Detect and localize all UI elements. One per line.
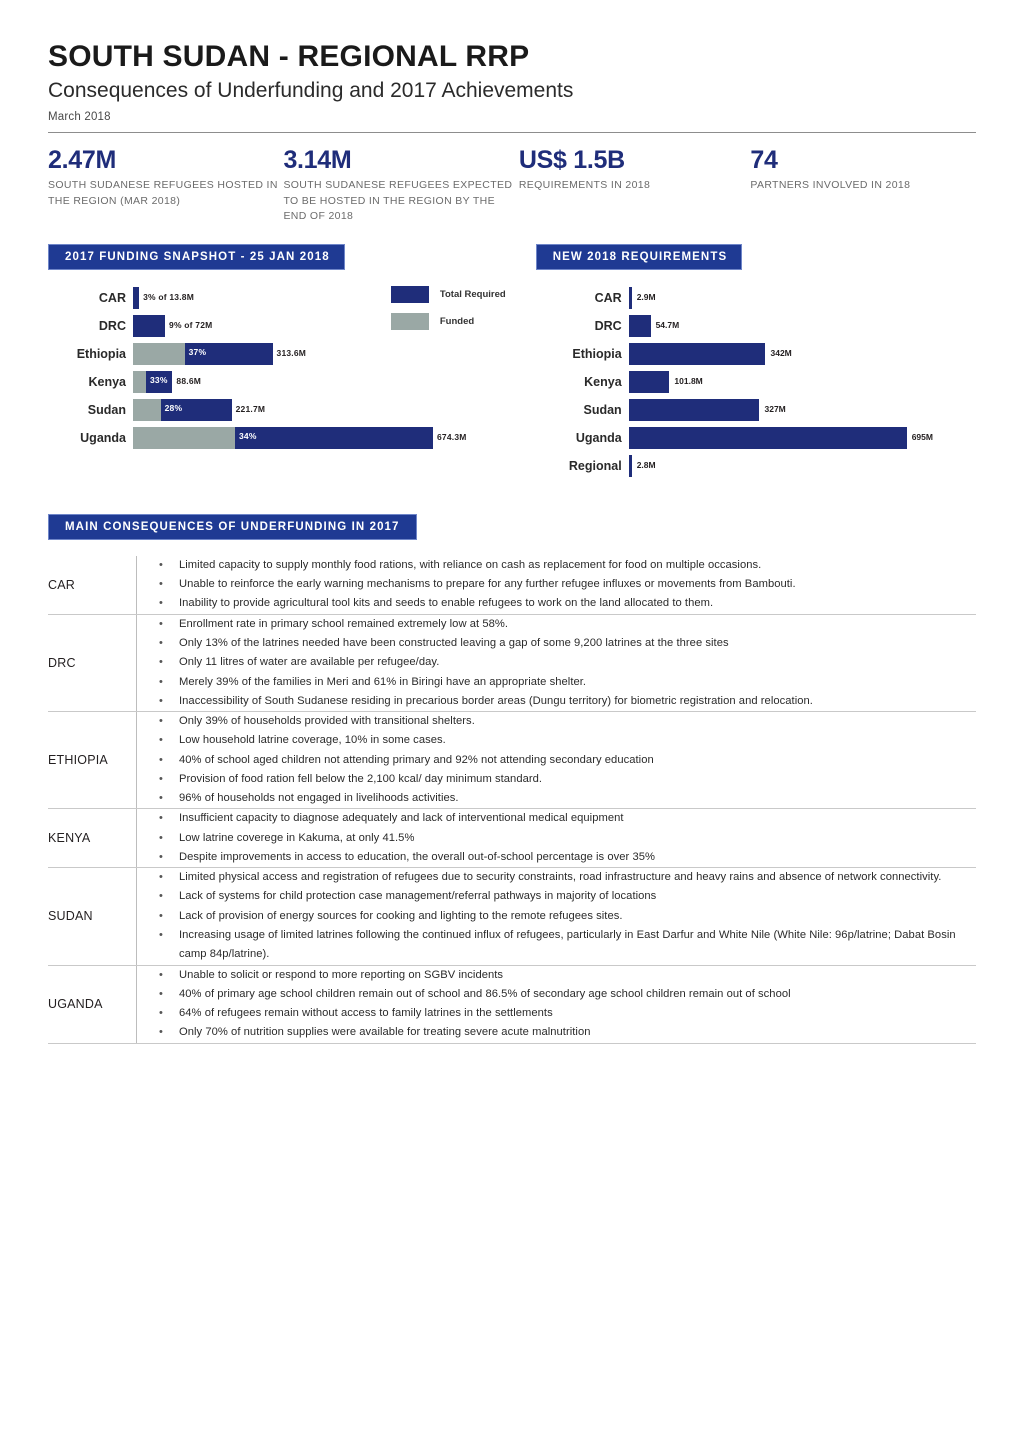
consequences-list (137, 615, 976, 711)
table-row (48, 965, 976, 1043)
requirements-bar-row (536, 312, 976, 340)
bar-total-required (133, 287, 139, 309)
requirements-bar-row (536, 340, 976, 368)
list-item: • Limited physical access and registration of refugees due to security constraints, road infrastructure and heavy rains and absence of network connectivity. (137, 868, 976, 887)
bar-percent-label: 34% (239, 430, 257, 441)
requirements-bar-row (536, 396, 976, 424)
kpi-refugees-hosted (48, 147, 283, 224)
funding-bar-track (133, 287, 512, 309)
kpi-number: US$ 1.5B (518, 145, 625, 174)
legend-label: Total Required (439, 288, 506, 300)
list-item: • Inability to provide agricultural tool kits and seeds to enable refugees to work on the land allocated to them. (137, 594, 976, 613)
list-item: • 40% of school aged children not attending primary and 92% not attending secondary education (137, 751, 976, 770)
list-item: • Insufficient capacity to diagnose adequately and lack of interventional medical equipment (137, 809, 976, 828)
list-item: • Inaccessibility of South Sudanese residing in precarious border areas (Dungu territory) for biometric registration and relocation. (137, 692, 976, 711)
new-requirements-chart (512, 244, 976, 480)
bar-funded (133, 399, 161, 421)
funding-bar-track (133, 315, 512, 337)
bar-funded (133, 427, 235, 449)
new-requirements-title: NEW 2018 REQUIREMENTS (536, 244, 743, 270)
consequences-list (137, 556, 976, 614)
bar-requirement (629, 427, 907, 449)
funding-bar-track (133, 371, 512, 393)
list-item: • Merely 39% of the families in Meri and 61% in Biringi have an appropriate shelter. (137, 673, 976, 692)
funding-bar-track (133, 399, 512, 421)
bar-funded (133, 371, 146, 393)
bar-value-label: 2.9M (636, 291, 656, 302)
kpi-number: 74 (750, 145, 778, 174)
bar-value-label: 2.8M (636, 459, 656, 470)
consequences-cell (137, 556, 977, 614)
requirements-bar-track (629, 455, 976, 477)
bar-percent-label: 37% (188, 346, 207, 357)
funding-bar-track (133, 427, 512, 449)
funding-bar-label: Kenya (88, 374, 126, 389)
list-item: • 96% of households not engaged in livelihoods activities. (137, 789, 976, 808)
bar-value-label: 9% of 72M (169, 319, 213, 330)
page-subtitle: Consequences of Underfunding and 2017 Achievements (48, 78, 574, 102)
bar-funded (133, 343, 185, 365)
bar-value-label: 695M (911, 431, 933, 442)
bar-value-label: 313.6M (276, 347, 307, 358)
funding-bar-track (133, 343, 512, 365)
requirements-bar-label: Sudan (583, 402, 622, 417)
funding-snapshot-chart (48, 244, 512, 480)
consequences-section (0, 480, 1024, 1044)
bar-value-label: 674.3M (437, 431, 467, 442)
consequences-cell (137, 809, 977, 868)
list-item: • Only 70% of nutrition supplies were available for treating severe acute malnutrition (137, 1023, 976, 1042)
funding-snapshot-plot (48, 284, 512, 452)
bar-requirement (629, 343, 766, 365)
list-item: • Only 13% of the latrines needed have been constructed leaving a gap of some 9,200 latrines at the three sites (137, 634, 976, 653)
consequences-cell (137, 712, 977, 809)
country-cell: ETHIOPIA (48, 712, 137, 809)
bar-value-label: 342M (770, 347, 792, 358)
kpi-caption: REQUIREMENTS IN 2018 (518, 179, 651, 192)
country-cell: DRC (48, 614, 137, 711)
funding-bar-row (48, 424, 512, 452)
requirements-bar-row (536, 368, 976, 396)
funding-bar-label: Sudan (87, 402, 126, 417)
consequences-list (137, 868, 976, 964)
consequences-list (137, 712, 976, 808)
bar-requirement (629, 399, 760, 421)
funding-bar-label: Uganda (80, 430, 126, 445)
requirements-bar-track (629, 399, 976, 421)
bar-requirement (629, 371, 670, 393)
requirements-bar-track (629, 287, 976, 309)
funding-bar-row (48, 396, 512, 424)
bar-value-label: 327M (764, 403, 786, 414)
requirements-bar-label: Regional (568, 458, 622, 473)
list-item: • Despite improvements in access to education, the overall out-of-school percentage is over 35% (137, 848, 976, 867)
document-header (0, 0, 1024, 123)
bar-value-label: 88.6M (176, 375, 202, 386)
list-item: • Unable to solicit or respond to more reporting on SGBV incidents (137, 966, 976, 985)
requirements-bar-row (536, 284, 976, 312)
key-figures (0, 133, 1024, 224)
list-item: • Limited capacity to supply monthly food rations, with reliance on cash as replacement for food on multiple occasions. (137, 556, 976, 575)
kpi-refugees-expected (283, 147, 518, 224)
bar-value-label: 3% of 13.8M (143, 291, 194, 302)
bar-percent-label: 28% (164, 402, 183, 413)
kpi-caption: SOUTH SUDANESE REFUGEES HOSTED IN THE REGION (MAR 2018) (48, 179, 278, 207)
table-row (48, 712, 976, 809)
bar-requirement (629, 287, 632, 309)
requirements-bar-track (629, 427, 976, 449)
funding-snapshot-title: 2017 FUNDING SNAPSHOT - 25 JAN 2018 (48, 244, 345, 270)
funding-bar-row (48, 284, 512, 312)
funding-bar-label: CAR (98, 290, 126, 305)
consequences-list (137, 809, 976, 867)
funding-bar-row (48, 312, 512, 340)
kpi-requirements (519, 147, 751, 224)
funding-bar-label: DRC (98, 318, 126, 333)
requirements-bar-row (536, 452, 976, 480)
page-date: March 2018 (48, 110, 111, 123)
new-requirements-plot (536, 284, 976, 480)
list-item: • Low latrine coverege in Kakuma, at only 41.5% (137, 829, 976, 848)
consequences-cell (137, 614, 977, 711)
table-row (48, 868, 976, 965)
bar-value-label: 221.7M (235, 403, 266, 414)
kpi-caption: PARTNERS INVOLVED IN 2018 (750, 179, 911, 192)
list-item: • Enrollment rate in primary school remained extremely low at 58%. (137, 615, 976, 634)
consequences-title: MAIN CONSEQUENCES OF UNDERFUNDING IN 2017 (48, 514, 417, 540)
bar-value-label: 54.7M (655, 319, 680, 330)
kpi-number: 2.47M (48, 145, 116, 174)
funding-bar-label: Ethiopia (76, 346, 126, 361)
requirements-bar-track (629, 371, 976, 393)
list-item: • Only 11 litres of water are available per refugee/day. (137, 653, 976, 672)
requirements-bar-label: Uganda (575, 430, 622, 445)
page-title: SOUTH SUDAN - REGIONAL RRP (48, 40, 530, 73)
requirements-bar-label: CAR (594, 290, 622, 305)
consequences-table (48, 556, 976, 1044)
country-cell: KENYA (48, 809, 137, 868)
bar-requirement (629, 455, 632, 477)
consequences-cell (137, 868, 977, 965)
requirements-bar-track (629, 315, 976, 337)
consequences-list (137, 966, 976, 1043)
bar-percent-label: 33% (150, 374, 168, 385)
list-item: • Only 39% of households provided with transitional shelters. (137, 712, 976, 731)
table-row (48, 556, 976, 614)
requirements-bar-label: Ethiopia (572, 346, 622, 361)
table-row (48, 809, 976, 868)
requirements-bar-row (536, 424, 976, 452)
bar-requirement (629, 315, 651, 337)
kpi-number: 3.14M (283, 145, 352, 174)
legend-label: Funded (439, 315, 475, 327)
list-item: • Increasing usage of limited latrines following the continued influx of refugees, particularly in East Darfur and White Nile (White Nile: 96p/latrine; Dabat Bosin camp 84p/latrine). (137, 926, 976, 965)
country-cell: SUDAN (48, 868, 137, 965)
list-item: • Lack of systems for child protection case management/referral pathways in majority of locations (137, 887, 976, 906)
requirements-bar-track (629, 343, 976, 365)
funding-bar-row (48, 340, 512, 368)
charts-section (0, 224, 1024, 480)
requirements-bar-label: DRC (594, 318, 622, 333)
consequences-cell (137, 965, 977, 1043)
list-item: • Low household latrine coverage, 10% in some cases. (137, 731, 976, 750)
table-row (48, 614, 976, 711)
funding-bar-row (48, 368, 512, 396)
kpi-partners (750, 147, 976, 224)
list-item: • Provision of food ration fell below the 2,100 kcal/ day minimum standard. (137, 770, 976, 789)
country-cell: CAR (48, 556, 137, 614)
requirements-bar-label: Kenya (584, 374, 622, 389)
list-item: • Unable to reinforce the early warning mechanisms to prepare for any further refugee influxes or movements from Bambouti. (137, 575, 976, 594)
kpi-caption: SOUTH SUDANESE REFUGEES EXPECTED TO BE HOSTED IN THE REGION BY THE END OF 2018 (283, 179, 513, 222)
bar-value-label: 101.8M (674, 375, 703, 386)
list-item: • 64% of refugees remain without access to family latrines in the settlements (137, 1004, 976, 1023)
list-item: • 40% of primary age school children remain out of school and 86.5% of secondary age school children remain out of school (137, 985, 976, 1004)
list-item: • Lack of provision of energy sources for cooking and lighting to the remote refugees sites. (137, 907, 976, 926)
bar-total-required (133, 315, 165, 337)
country-cell: UGANDA (48, 965, 137, 1043)
